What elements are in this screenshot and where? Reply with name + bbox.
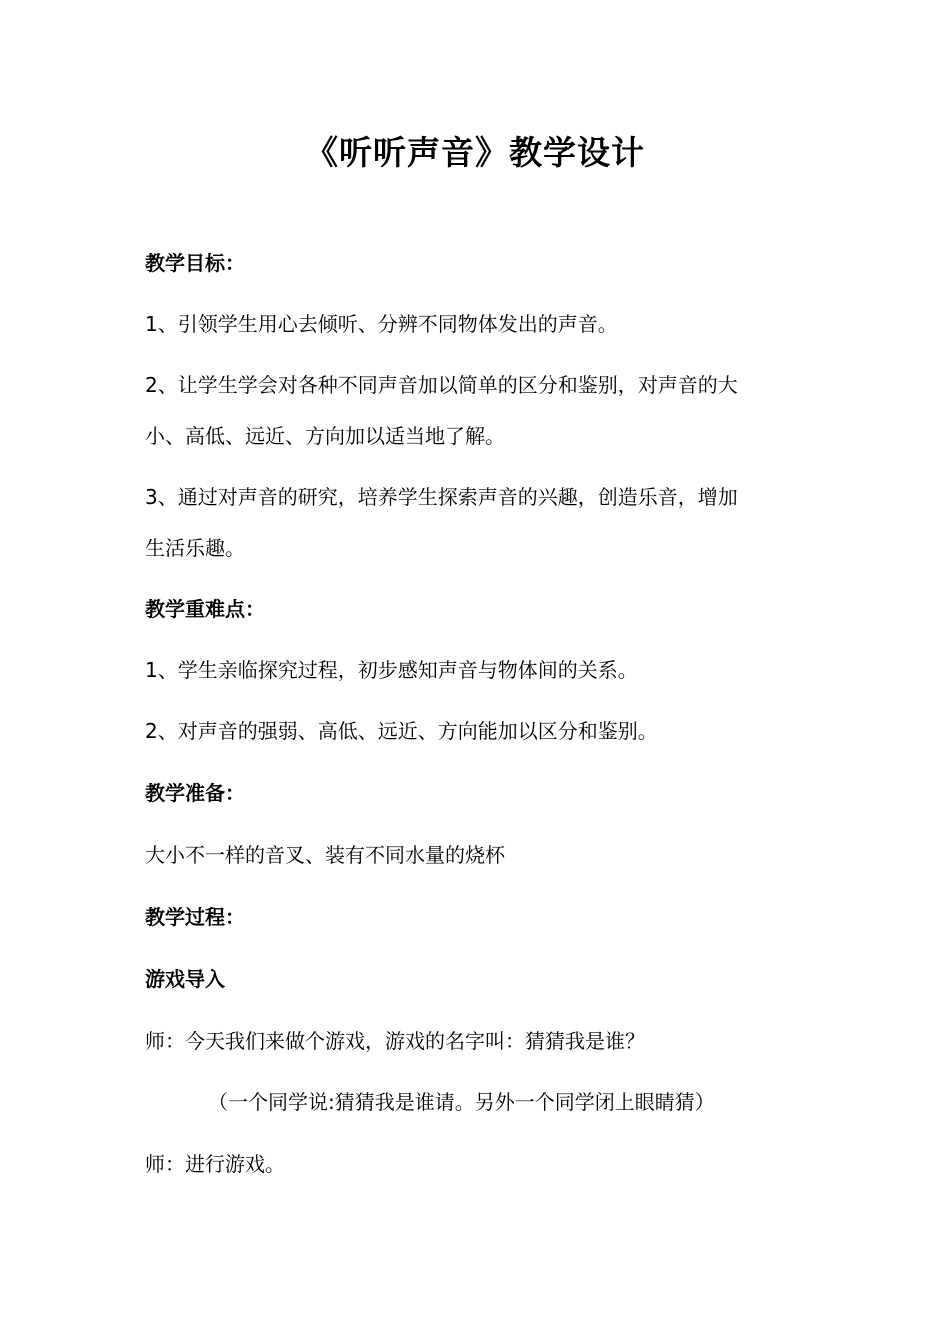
- teacher-line-1: 师：今天我们来做个游戏，游戏的名字叫：猜猜我是谁？: [145, 1029, 645, 1053]
- objective-3-line-1: 3、通过对声音的研究，培养学生探索声音的兴趣，创造乐音，增加: [145, 485, 738, 509]
- preparation-heading: 教学准备：: [145, 781, 245, 805]
- keypoint-1: 1、学生亲临探究过程，初步感知声音与物体间的关系。: [145, 658, 638, 682]
- objective-2-line-2: 小、高低、远近、方向加以适当地了解。: [145, 424, 505, 448]
- objective-2-line-1: 2、让学生学会对各种不同声音加以简单的区分和鉴别，对声音的大: [145, 373, 738, 397]
- objective-1: 1、引领学生用心去倾听、分辨不同物体发出的声音。: [145, 312, 618, 336]
- objective-3-line-2: 生活乐趣。: [145, 536, 245, 560]
- keypoint-2: 2、对声音的强弱、高低、远近、方向能加以区分和鉴别。: [145, 719, 658, 743]
- document-title: 《听听声音》教学设计: [305, 133, 645, 172]
- game-heading: 游戏导入: [145, 967, 225, 991]
- keypoints-heading: 教学重难点：: [145, 597, 265, 621]
- game-note: （一个同学说:猜猜我是谁请。另外一个同学闭上眼睛猜）: [208, 1090, 715, 1114]
- process-heading: 教学过程：: [145, 905, 245, 929]
- preparation-text: 大小不一样的音叉、装有不同水量的烧杯: [145, 843, 505, 867]
- teacher-line-2: 师：进行游戏。: [145, 1152, 285, 1176]
- objectives-heading: 教学目标：: [145, 251, 245, 275]
